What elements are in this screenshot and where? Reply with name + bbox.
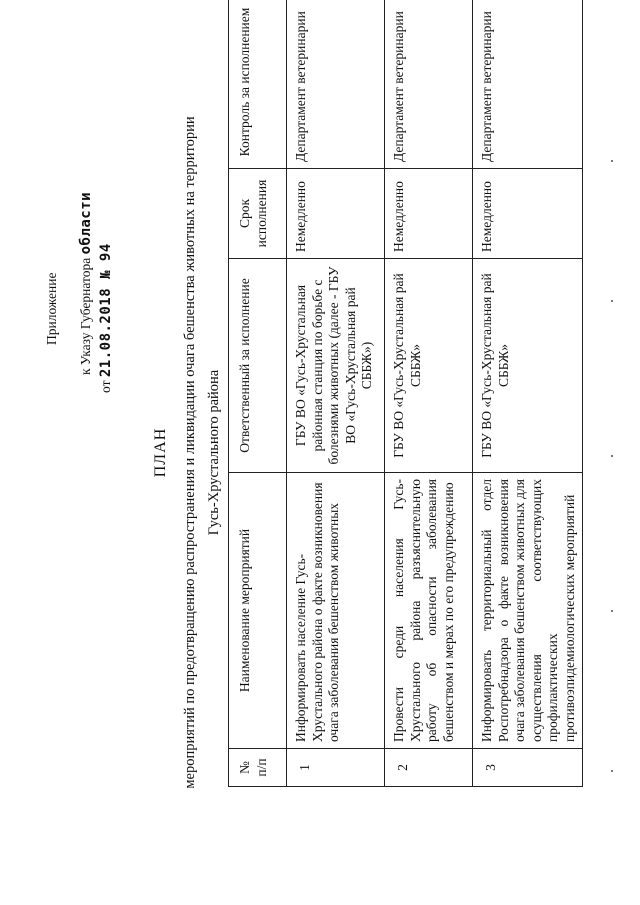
column-header-control: Контроль за исполнением [229, 0, 287, 169]
decree-region: области [78, 191, 94, 255]
row-measure: Провести среди населения Гусь-Хрустального района разъяснительную работу об опасности заболевания бешенством и мерах по его предупреждению [385, 473, 473, 749]
decree-reference [78, 192, 94, 375]
measures-table [228, 0, 583, 787]
row-measure: Информировать население Гусь-Хрустального района о факте возникновения очага заболевания бешенством животных [287, 473, 385, 749]
row-responsible: ГБУ ВО «Гусь-Хрустальная рай СББЖ» [473, 259, 583, 473]
scan-speck [611, 770, 613, 772]
row-number: 3 [473, 749, 583, 787]
table-row [287, 0, 385, 787]
row-control: Департамент ветеринарии [385, 0, 473, 169]
row-control: Департамент ветеринарии [287, 0, 385, 169]
row-number: 1 [287, 749, 385, 787]
document-title: ПЛАН [152, 427, 169, 478]
document-subtitle-line2: Гусь-Хрустального района [206, 369, 222, 536]
date-prefix: от [98, 380, 113, 393]
column-header-name: Наименование мероприятий [229, 473, 287, 749]
column-header-number: № п/п [229, 749, 287, 787]
row-deadline: Немедленно [385, 169, 473, 259]
date-value: 21.08.2018 № 94 [98, 243, 114, 378]
appendix-label: Приложение [44, 272, 59, 345]
document-subtitle-line1: мероприятий по предотвращению распространения и ликвидации очага бешенства животных на территории [182, 116, 198, 789]
table-row [473, 0, 583, 787]
row-deadline: Немедленно [287, 169, 385, 259]
decree-prefix: к Указу Губернатора [78, 257, 93, 375]
row-control: Департамент ветеринарии [473, 0, 583, 169]
row-responsible: ГБУ ВО «Гусь-Хрустальная рай СББЖ» [385, 259, 473, 473]
row-number: 2 [385, 749, 473, 787]
row-measure: Информировать территориальный отдел Роспотребнадзора о факте возникновения очага заболевания бешенством животных для осуществления соответствующих профилактических противоэпидемиологических мероприятий [473, 473, 583, 749]
row-responsible: ГБУ ВО «Гусь-Хрустальная районная станция по борьбе с болезнями животных (далее - ГБУ ВО «Гусь-Хрустальная рай СББЖ») [287, 259, 385, 473]
scan-speck [611, 455, 613, 457]
decree-date [98, 243, 114, 393]
column-header-responsible: Ответственный за исполнение [229, 259, 287, 473]
row-deadline: Немедленно [473, 169, 583, 259]
scan-speck [611, 610, 613, 612]
table-header-row [229, 0, 287, 787]
scan-speck [611, 300, 613, 302]
scan-speck [611, 160, 613, 162]
table-row [385, 0, 473, 787]
column-header-deadline: Срок исполнения [229, 169, 287, 259]
